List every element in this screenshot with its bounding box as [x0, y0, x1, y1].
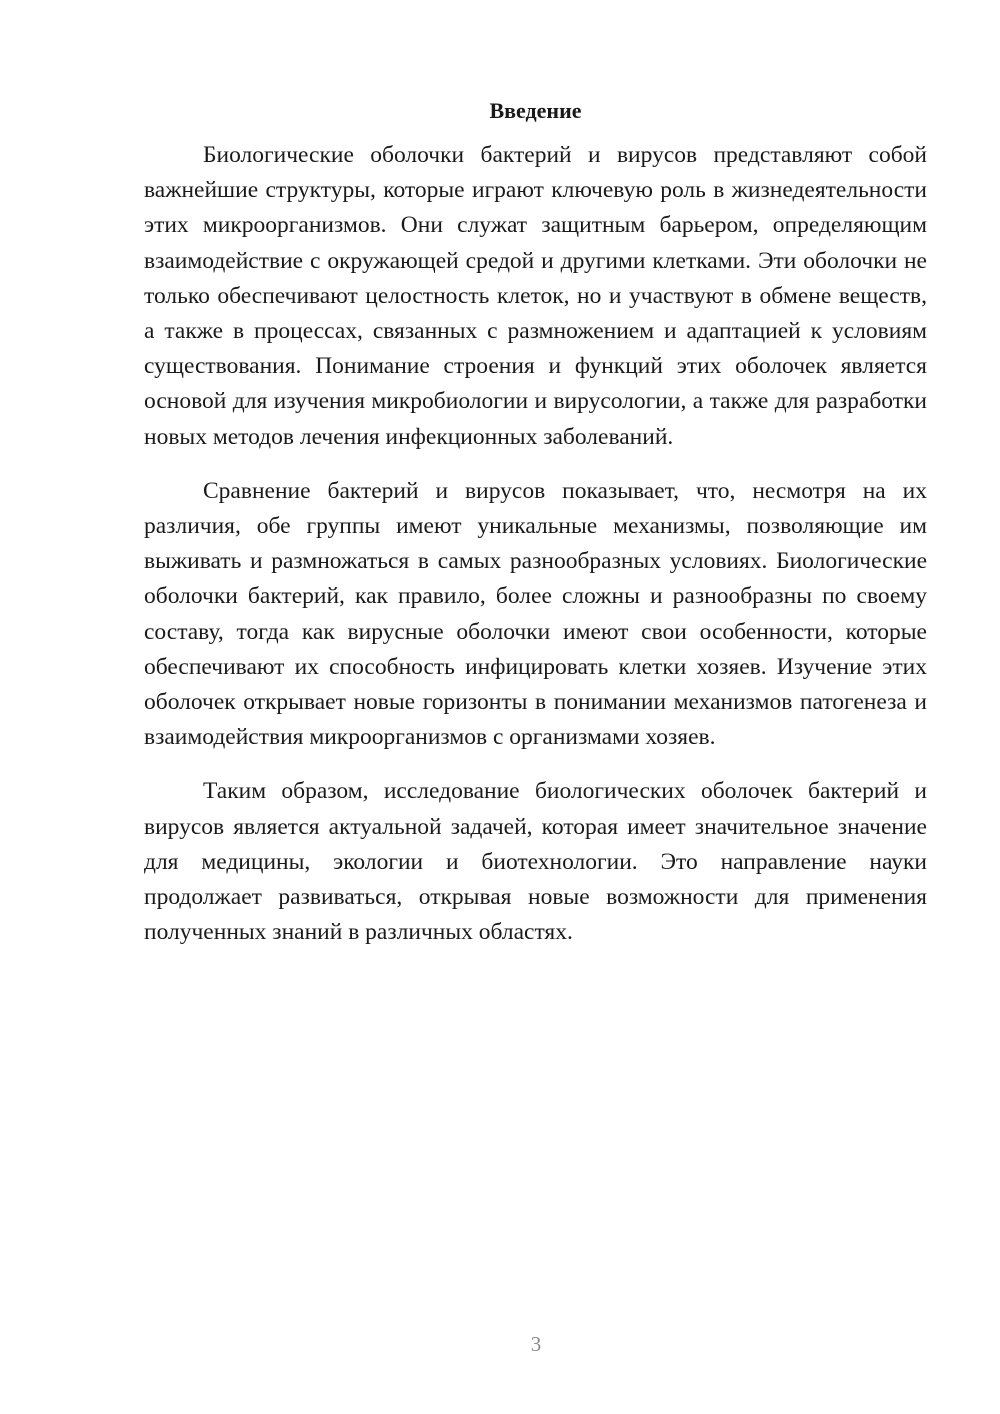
paragraph-1: Биологические оболочки бактерий и вирусов представляют собой важнейшие структуры, которые играют ключевую роль в жизнедеятельности этих микроорганизмов. Они служат защитным барьером, определяющим взаимодействие с окружающей средой и другими клетками. Эти оболочки не только обеспечивают целостность клеток, но и участвуют в обмене веществ, а также в процессах, связанных с размножением и адаптацией к условиям существования. Понимание строения и функций этих оболочек является основой для изучения микробиологии и вирусологии, а также для разработки новых методов лечения инфекционных заболеваний. — [144, 142, 927, 450]
paragraph-3: Таким образом, исследование биологических оболочек бактерий и вирусов является актуальной задачей, которая имеет значительное значение для медицины, экологии и биотехнологии. Это направление науки продолжает развиваться, открывая новые возможности для применения полученных знаний в различных областях. — [144, 778, 927, 946]
document-body — [144, 96, 927, 969]
page-number: 3 — [530, 1332, 542, 1356]
section-heading: Введение — [489, 98, 582, 123]
paragraph-2: Сравнение бактерий и вирусов показывает, что, несмотря на их различия, обе группы имеют уникальные механизмы, позволяющие им выживать и размножаться в самых разнообразных условиях. Биологические оболочки бактерий, как правило, более сложны и разнообразны по своему составу, тогда как вирусные оболочки имеют свои особенности, которые обеспечивают их способность инфицировать клетки хозяев. Изучение этих оболочек открывает новые горизонты в понимании механизмов патогенеза и взаимодействия микроорганизмов с организмами хозяев. — [144, 477, 927, 751]
